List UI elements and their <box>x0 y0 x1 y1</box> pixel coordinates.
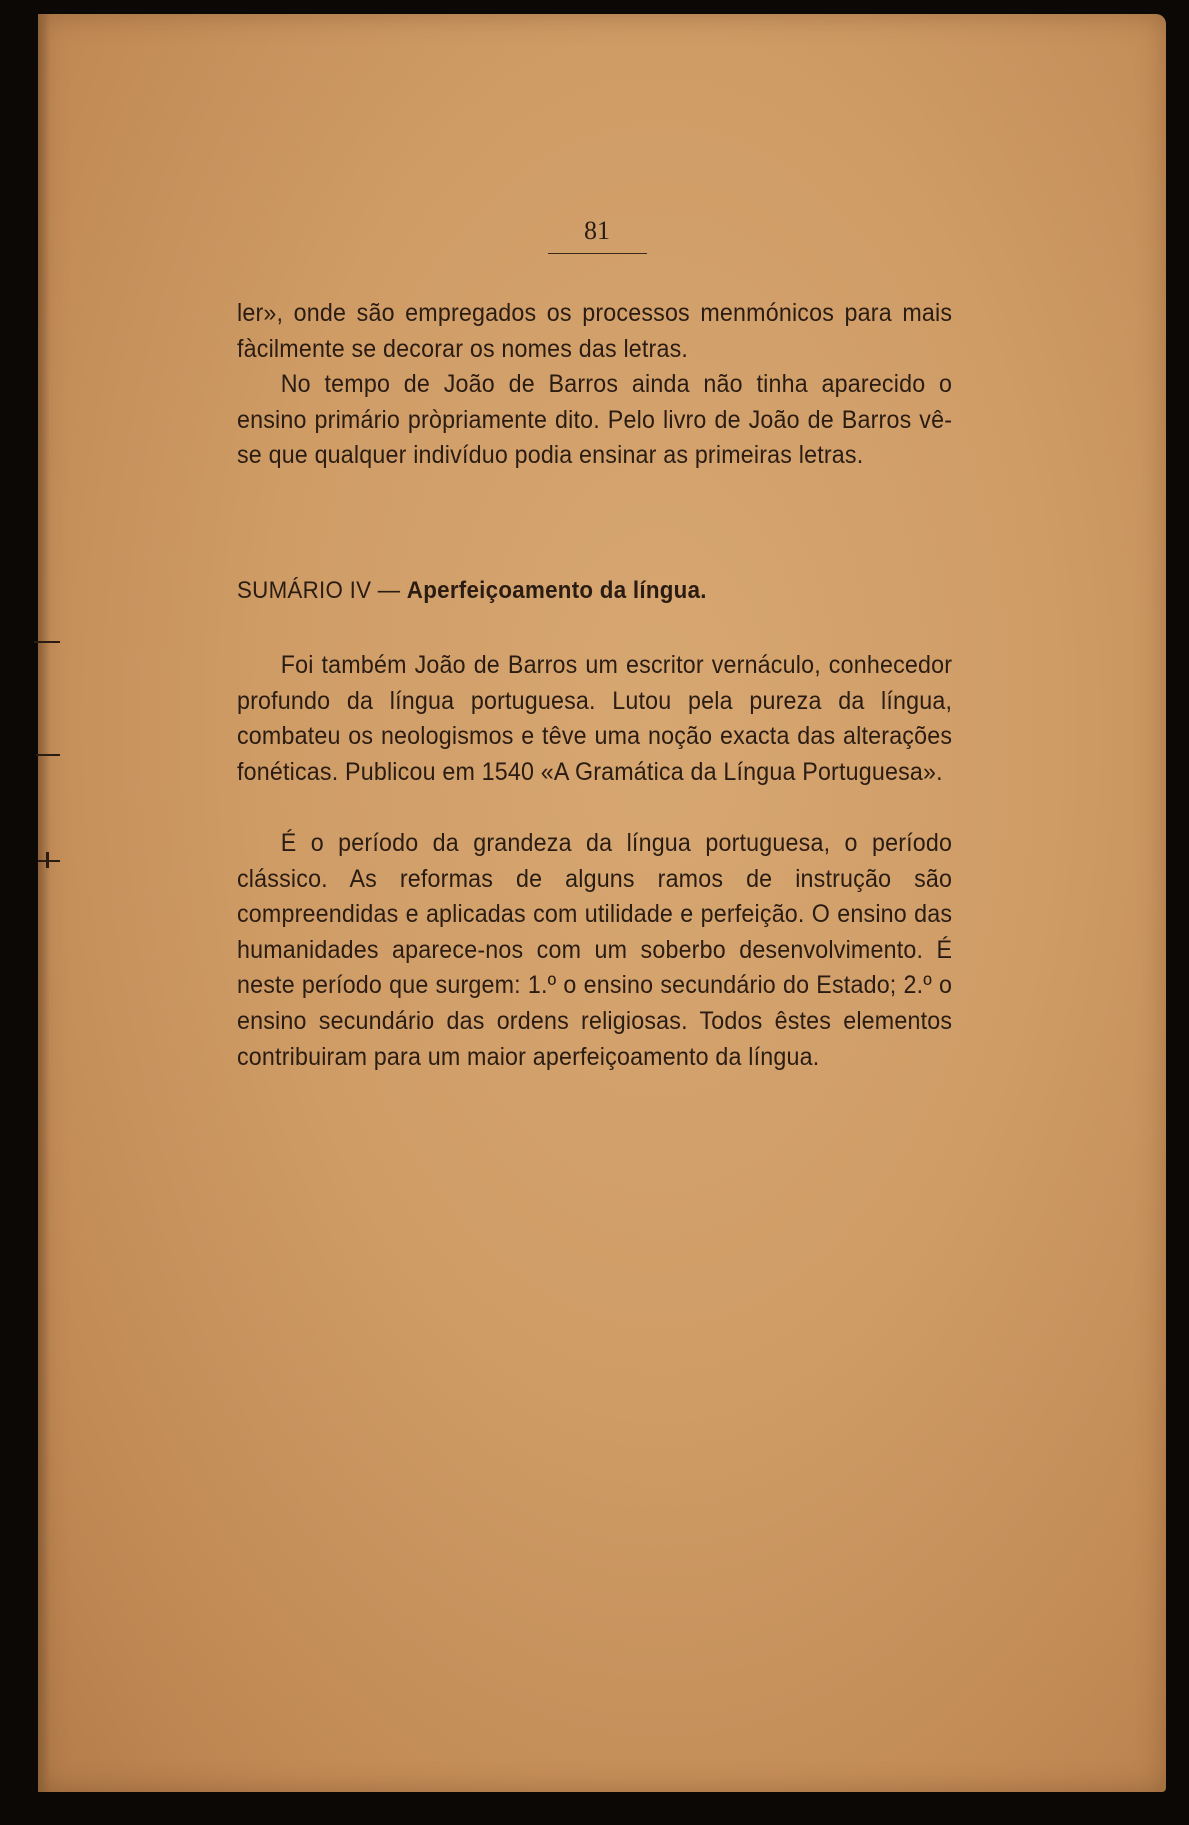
paragraph: É o período da grandeza da língua portuguesa, o período clássico. As reformas de alguns ramos de instrução são compreendidas e aplicadas com utilidade e perfeição. O ensino das humanidades aparece-nos com um soberbo desenvolvimento. É neste período que surgem: 1.º o ensino secundário do Estado; 2.º o ensino secundário das ordens religiosas. Todos êstes elementos contribuiram para um maior aperfeiçoamento da língua. <box>237 829 953 1071</box>
page-number: 81 <box>584 216 610 245</box>
paragraph <box>237 296 952 474</box>
section-title: Aperfeiçoamento da língua. <box>406 577 707 604</box>
section-heading <box>237 577 707 605</box>
page-number-rule <box>548 253 647 254</box>
paragraph-text: ler», onde são empregados os processos menmónicos para mais fàcilmente se decorar os nomes das letras. <box>237 299 953 363</box>
margin-mark <box>34 641 60 643</box>
paragraph: Foi também João de Barros um escritor vernáculo, conhecedor profundo da língua portuguesa. Lutou pela pureza da língua, combateu os neologismos e têve uma noção exacta das alterações fonéticas. Publicou em 1540 «A Gramática da Língua Portuguesa». <box>237 651 953 786</box>
section-label: SUMÁRIO IV — <box>237 577 401 604</box>
paragraph-text: No tempo de João de Barros ainda não tinha aparecido o ensino primário pròpriamente dito. Pelo livro de João de Barros vê-se que qualquer indivíduo podia ensinar as primeiras letras. <box>237 370 953 470</box>
page-edge-shadow <box>38 14 50 1792</box>
margin-mark <box>36 754 60 756</box>
margin-mark <box>46 852 49 868</box>
margin-mark <box>38 860 60 862</box>
